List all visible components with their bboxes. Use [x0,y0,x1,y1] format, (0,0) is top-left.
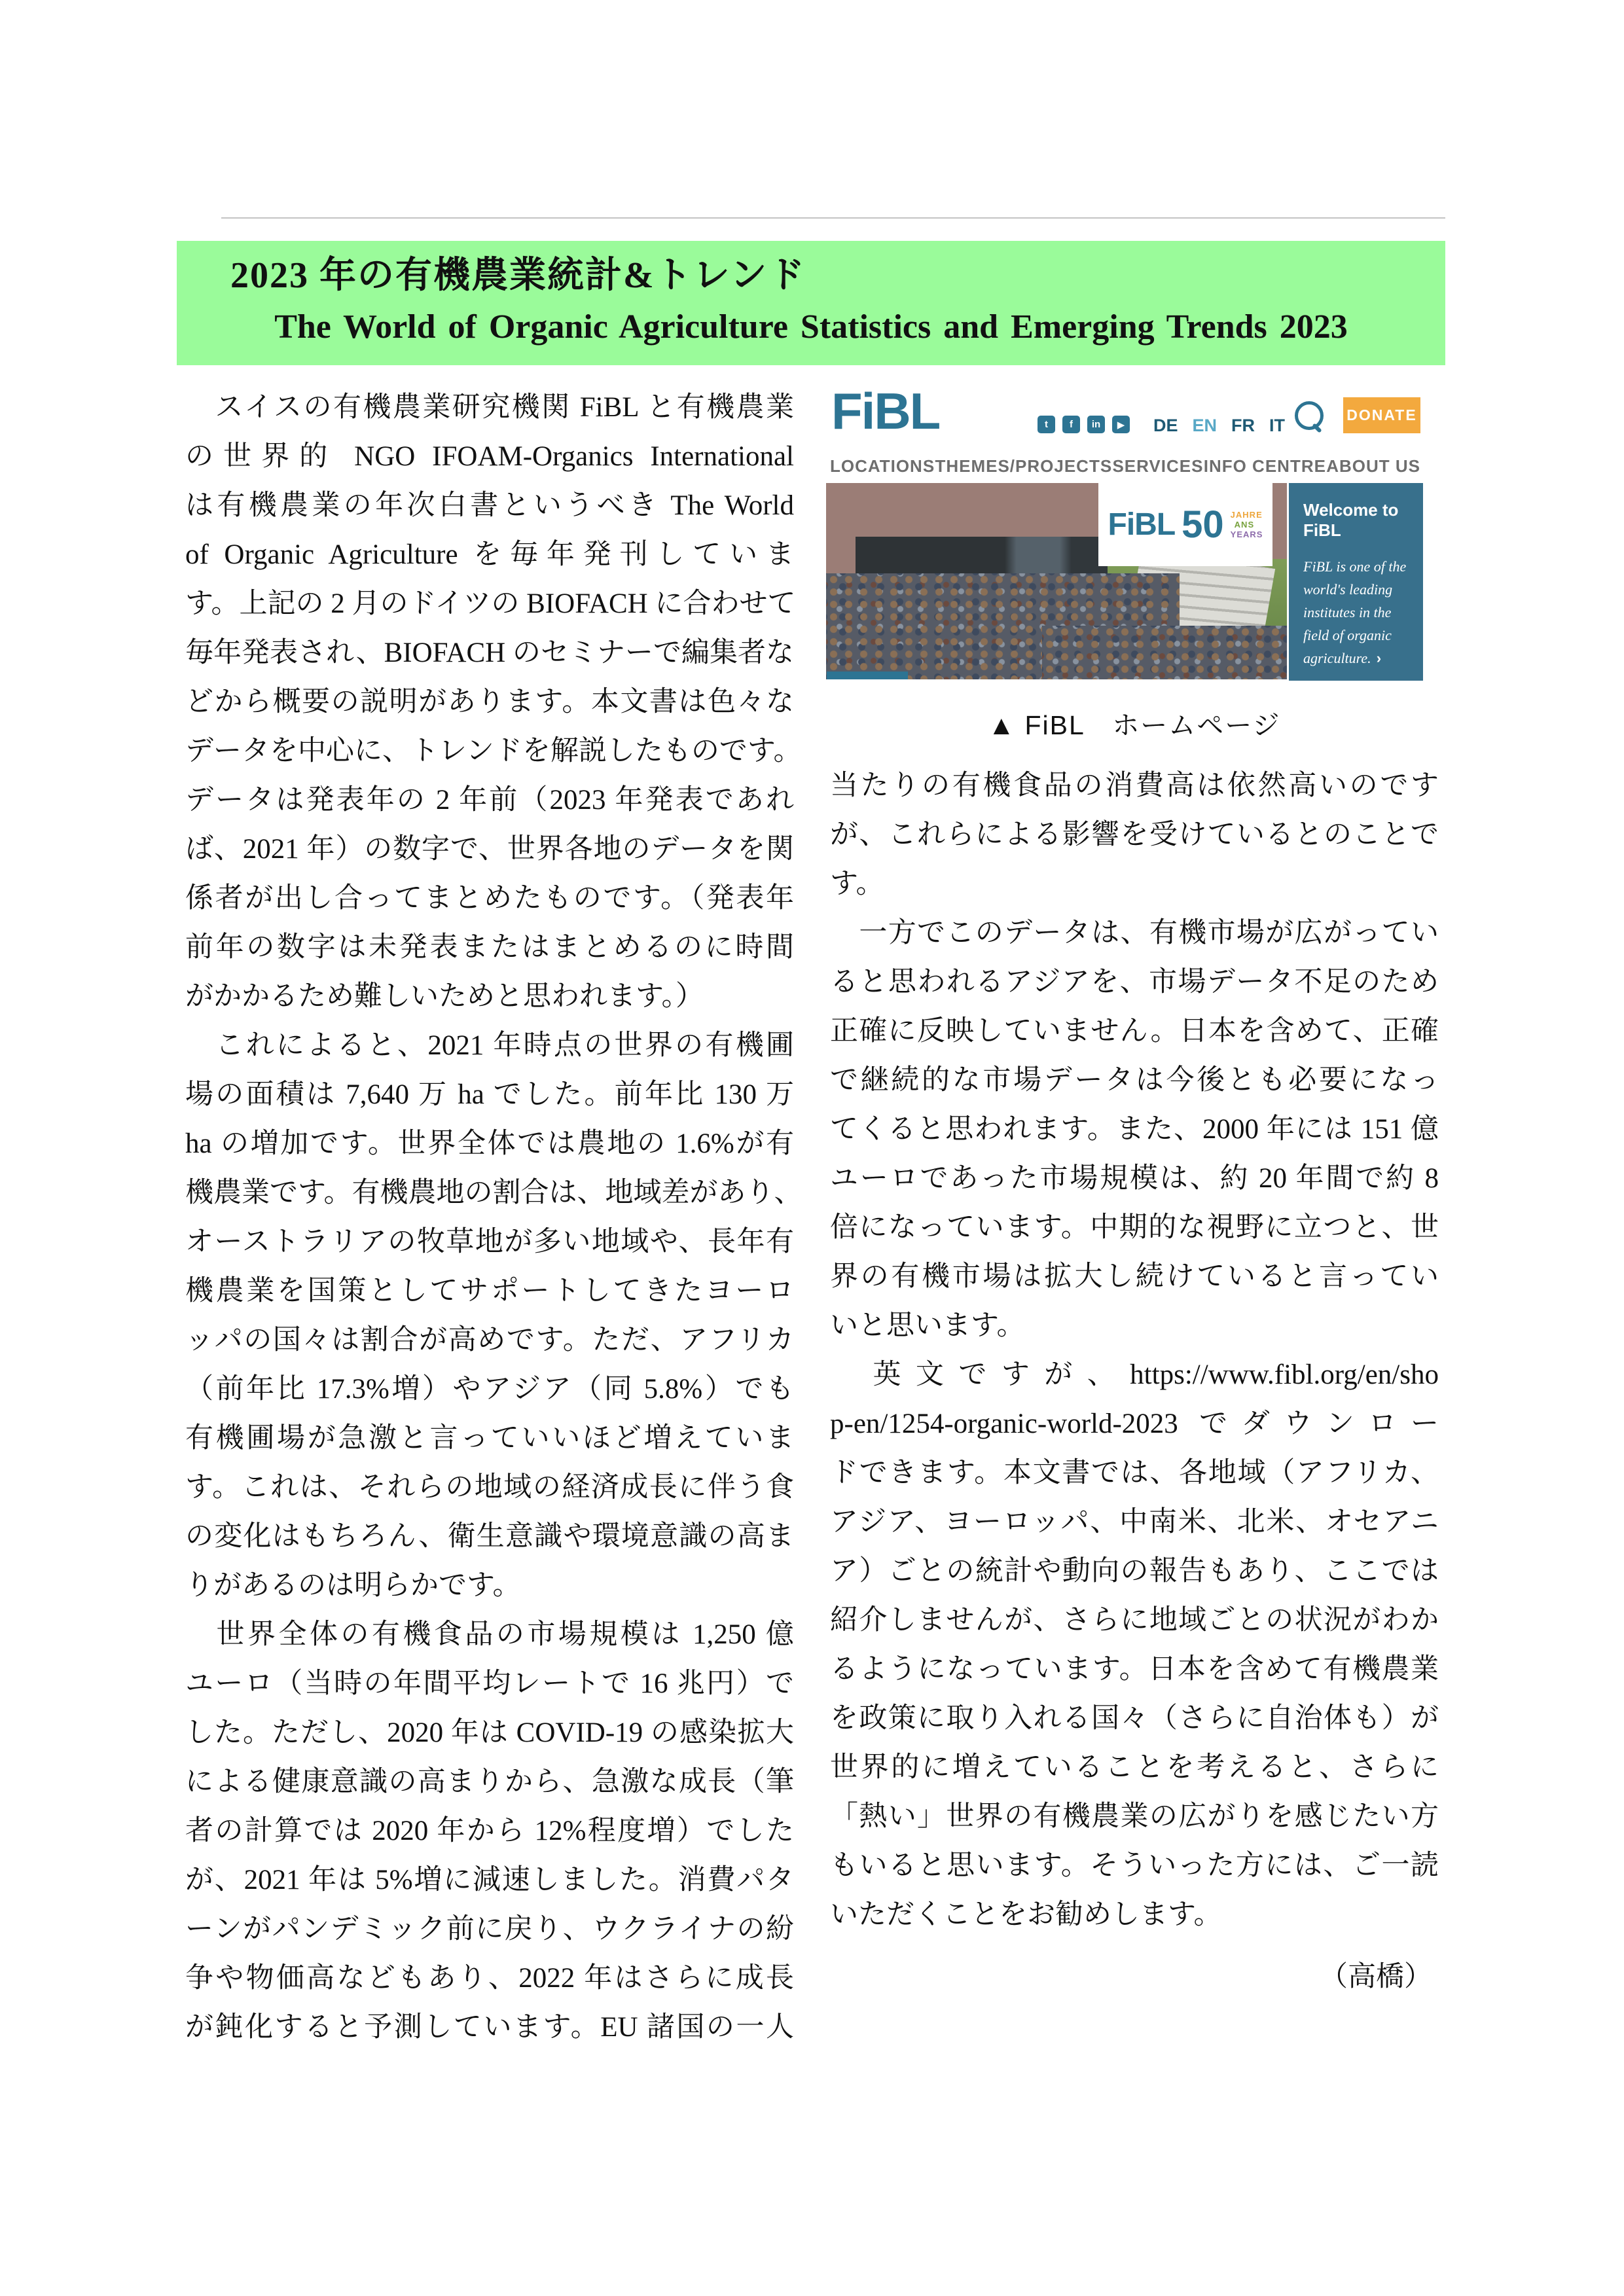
search-icon[interactable] [1295,401,1324,430]
text-line: による健康意識の高まりから、急激な成長（筆 [185,1767,794,1797]
text-line: す。 [830,869,884,899]
welcome-heading: Welcome to FiBL [1303,500,1399,540]
text-line: 界の有機市場は拡大し続けていると言ってい [830,1261,1439,1292]
welcome-text [1303,555,1411,670]
welcome-body: FiBL is one of the world's leading institutes in the field of organic agriculture. [1303,558,1407,666]
youtube-icon[interactable]: ▶ [1112,416,1130,433]
nav-item[interactable]: SERVICES [1112,456,1204,476]
page-title-japanese: 2023 年の有機農業統計&トレンド [230,255,806,296]
welcome-panel[interactable] [1289,483,1423,681]
divider [221,217,1445,219]
text-line: の世界的 NGO IFOAM-Organics International [185,441,794,472]
text-line: ユーロであった市場規模は、約 20 年間で約 8 [830,1163,1439,1194]
text-line: ドできます。本文書では、各地域（アフリカ、 [830,1458,1439,1488]
text-line: p-en/1254-organic-world-2023 でダウンロー [830,1408,1439,1439]
linkedin-icon[interactable]: in [1087,416,1105,433]
text-line: 倍になっています。中期的な視野に立つと、世 [830,1212,1439,1243]
page-title-english: The World of Organic Agriculture Statistics and Emerging Trends 2023 [274,308,1348,346]
word-ans: ANS [1234,520,1255,529]
text-line: 機農業を国策としてサポートしてきたヨーロ [185,1276,794,1306]
text-line: 世界的に増えていることを考えると、さらに [830,1752,1439,1783]
figure-caption: ▲ FiBL ホームページ [988,710,1281,740]
text-line: 機農業です。有機農地の割合は、地域差があり、 [185,1177,803,1208]
text-line: 係者が出し合ってまとめたものです。（発表年 [185,883,794,914]
text-line: ア）ごとの統計や動向の報告もあり、ここでは [830,1556,1439,1587]
nav-item[interactable]: INFO CENTRE [1203,456,1326,476]
twitter-icon[interactable]: t [1038,416,1055,433]
text-line: （前年比 17.3%増）やアジア（同 5.8%）でも [185,1374,794,1405]
text-line: データは発表年の 2 年前（2023 年発表であれ [185,785,794,816]
text-line: が、これらによる影響を受けているとのことで [830,819,1439,850]
text-line: が、2021 年は 5%増に減速しました。消費パタ [185,1865,794,1895]
social-icons-row [1038,416,1130,433]
facebook-icon[interactable]: f [1062,416,1080,433]
text-line: を政策に取り入れる国々（さらに自治体も）が [830,1703,1439,1734]
author-signature: （高橋） [1320,1962,1432,1992]
donate-button[interactable]: DONATE [1343,397,1420,433]
text-line: 一方でこのデータは、有機市場が広がってい [830,918,1439,948]
text-line: ッパの国々は割合が高めです。ただ、アフリカ [185,1325,794,1355]
left-text-column [185,383,803,2052]
text-line: これによると、2021 年時点の世界の有機圃 [185,1030,794,1061]
anniversary-logo [1098,483,1272,566]
crowd-front [1042,626,1287,679]
word-years: YEARS [1230,529,1263,539]
site-navigation [830,456,1420,476]
right-text-column [830,761,1439,1939]
text-line: で継続的な市場データは今後とも必要になっ [830,1065,1439,1096]
text-line: す。これは、それらの地域の経済成長に伴う食 [185,1472,794,1503]
chevron-right-icon[interactable]: › [1376,650,1382,666]
text-line: ユーロ（当時の年間平均レートで 16 兆円）で [185,1668,794,1699]
text-line: 正確に反映していません。日本を含めて、正確 [830,1016,1439,1047]
text-line: が鈍化すると予測しています。EU 諸国の一人 [185,2012,794,2043]
text-line: がかかるため難しいためと思われます。） [185,981,704,1012]
text-line: 場の面積は 7,640 万 ha でした。前年比 130 万 [185,1079,794,1110]
text-line: 前年の数字は未発表またはまとめるのに時間 [185,932,794,963]
text-line: いと思います。 [830,1310,1025,1341]
text-line: of Organic Agriculture を毎年発刊していま [185,539,794,570]
text-line: 有機圃場が急激と言っていいほど増えていま [185,1423,794,1454]
text-line: 英文ですが、https://www.fibl.org/en/sho [830,1359,1439,1390]
text-line: す。上記の 2 月のドイツの BIOFACH に合わせて [185,588,796,619]
language-switcher [1153,416,1285,436]
text-line: 当たりの有機食品の消費高は依然高いのです [830,770,1439,801]
text-line: 世界全体の有機食品の市場規模は 1,250 億 [185,1619,794,1650]
photo-accent-strip [827,672,908,679]
text-line: した。ただし、2020 年は COVID-19 の感染拡大 [185,1717,794,1748]
title-banner [177,241,1445,365]
text-line: ば、2021 年）の数字で、世界各地のデータを関 [185,834,794,865]
text-line: ha の増加です。世界全体では農地の 1.6%が有 [185,1128,794,1159]
language-option[interactable]: EN [1192,416,1218,435]
language-option[interactable]: IT [1269,416,1286,435]
text-line: 毎年発表され、BIOFACH のセミナーで編集者な [185,637,794,668]
text-line: アジア、ヨーロッパ、中南米、北米、オセアニ [830,1507,1439,1537]
word-jahre: JAHRE [1230,510,1263,520]
language-option[interactable]: DE [1153,416,1178,435]
text-line: 者の計算では 2020 年から 12%程度増）でした [185,1816,794,1846]
nav-item[interactable]: THEMES/PROJECTS [935,456,1113,476]
text-line: いただくことをお勧めします。 [830,1899,1222,1930]
nav-item[interactable]: LOCATIONS [830,456,935,476]
anniversary-words [1231,510,1263,539]
text-line: どから概要の説明があります。本文書は色々な [185,687,794,717]
language-option[interactable]: FR [1231,416,1255,435]
fibl-logo: FiBL [831,382,940,440]
text-line: りがあるのは明らかです。 [185,1570,521,1601]
anniversary-number: 50 [1182,503,1224,546]
text-line: るようになっています。日本を含めて有機農業 [830,1654,1439,1685]
nav-item[interactable]: ABOUT US [1326,456,1420,476]
fibl-logo-small: FiBL [1108,507,1176,542]
text-line: スイスの有機農業研究機関 FiBL と有機農業 [185,392,794,423]
text-line: ーンがパンデミック前に戻り、ウクライナの紛 [185,1914,794,1945]
hero-section [826,483,1448,681]
text-line: データを中心に、トレンドを解説したものです。 [185,736,802,766]
text-line: 「熱い」世界の有機農業の広がりを感じたい方 [830,1801,1439,1832]
text-line: 紹介しませんが、さらに地域ごとの状況がわか [830,1605,1439,1636]
text-line: 争や物価高などもあり、2022 年はさらに成長 [185,1963,794,1994]
text-line: オーストラリアの牧草地が多い地域や、長年有 [185,1227,794,1257]
text-line: の変化はもちろん、衛生意識や環境意識の高ま [185,1521,794,1552]
text-line: てくると思われます。また、2000 年には 151 億 [830,1114,1439,1145]
fibl-website-screenshot [826,376,1448,682]
text-line: は有機農業の年次白書というべき The World [185,490,794,521]
text-line: ると思われるアジアを、市場データ不足のため [830,967,1439,997]
text-line: もいると思います。そういった方には、ご一読 [830,1850,1439,1881]
